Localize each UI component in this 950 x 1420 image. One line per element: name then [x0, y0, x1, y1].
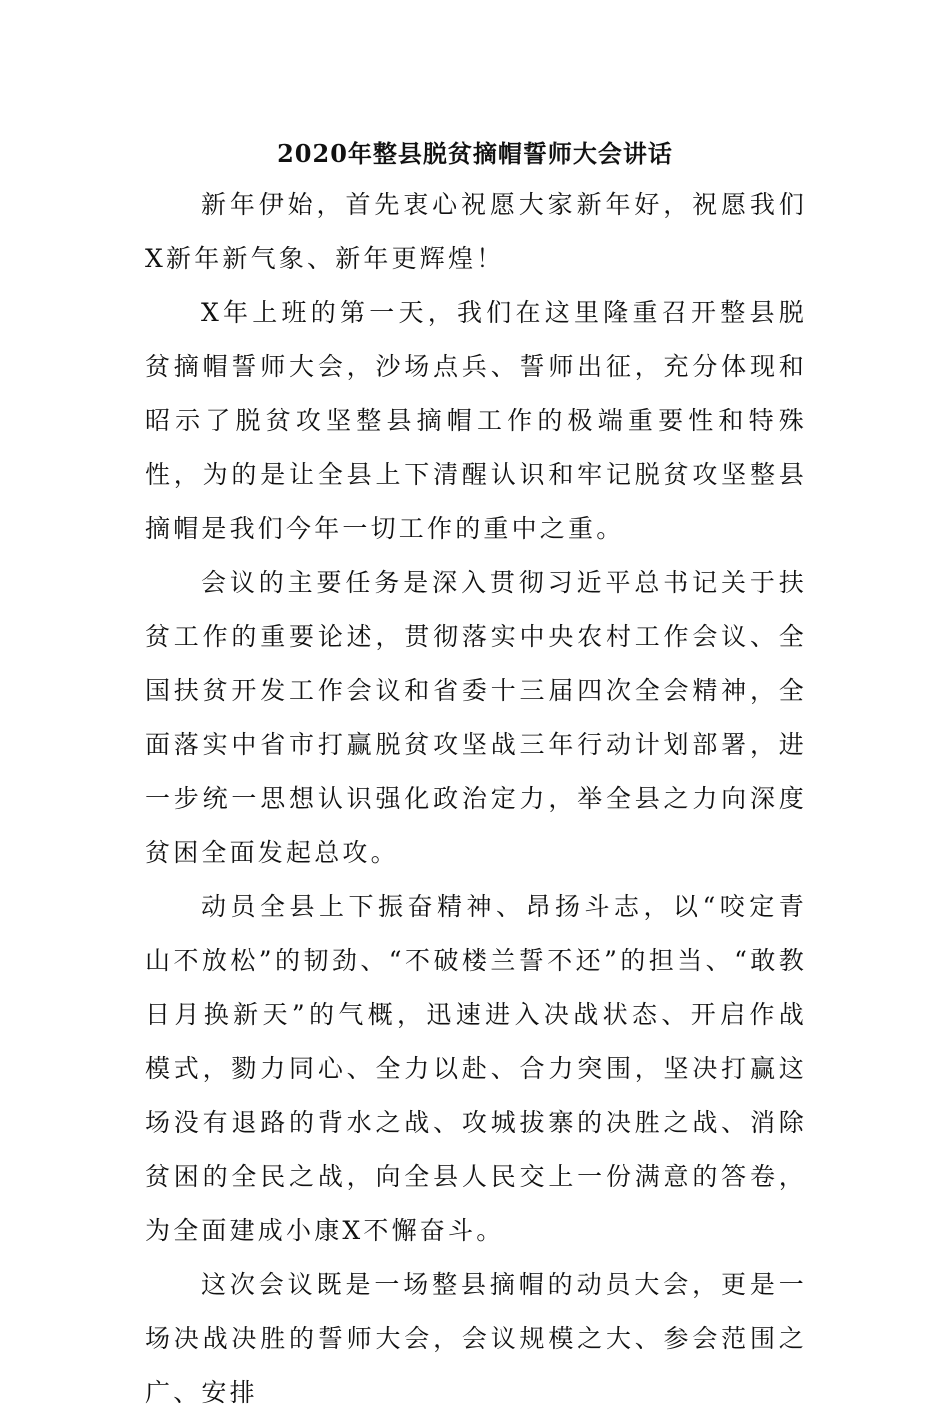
document-title: 2020年整县脱贫摘帽誓师大会讲话: [277, 139, 673, 168]
paragraph: X年上班的第一天，我们在这里隆重召开整县脱贫摘帽誓师大会，沙场点兵、誓师出征，充分体现和昭示了脱贫攻坚整县摘帽工作的极端重要性和特殊性，为的是让全县上下清醒认识和牢记脱贫攻坚整县摘帽是我们今年一切工作的重中之重。: [145, 298, 807, 543]
paragraph: 动员全县上下振奋精神、昂扬斗志，以“咬定青山不放松”的韧劲、“不破楼兰誓不还”的担当、“敢教日月换新天”的气概，迅速进入决战状态、开启作战模式，勠力同心、全力以赴、合力突围，坚决打赢这场没有退路的背水之战、攻城拔寨的决胜之战、消除贫困的全民之战，向全县人民交上一份满意的答卷，为全面建成小康X不懈奋斗。: [145, 892, 807, 1245]
paragraph: 这次会议既是一场整县摘帽的动员大会，更是一场决战决胜的誓师大会，会议规模之大、参会范围之广、安排: [145, 1270, 807, 1407]
document-body: [145, 178, 807, 1420]
paragraph: 会议的主要任务是深入贯彻习近平总书记关于扶贫工作的重要论述，贯彻落实中央农村工作会议、全国扶贫开发工作会议和省委十三届四次全会精神，全面落实中省市打赢脱贫攻坚战三年行动计划部署，进一步统一思想认识强化政治定力，举全县之力向深度贫困全面发起总攻。: [145, 568, 807, 867]
paragraph: 新年伊始，首先衷心祝愿大家新年好，祝愿我们X新年新气象、新年更辉煌！: [145, 190, 807, 273]
